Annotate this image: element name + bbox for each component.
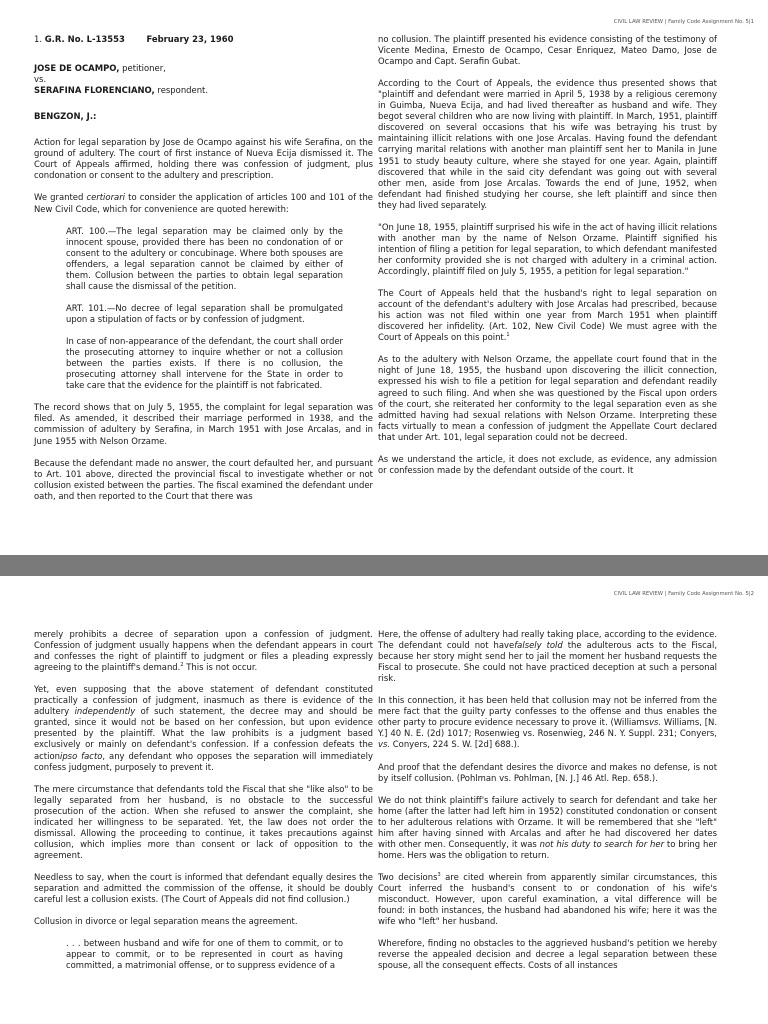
italic-text: not his duty to search for her — [539, 838, 665, 849]
respondent-line — [34, 85, 373, 96]
text-run: to bring her home. Hers was the obligation to return. — [378, 838, 717, 860]
ponente: BENGZON, J.: — [34, 111, 97, 122]
page-2-right-column — [378, 629, 717, 983]
paragraph — [34, 629, 373, 673]
petitioner-role: petitioner, — [119, 63, 166, 74]
paragraph — [34, 192, 373, 214]
paragraph — [378, 795, 717, 861]
text-run: to consider the application of articles 100 and 101 of the New Civil Code, which for convenience are quoted herewith: — [34, 192, 373, 214]
italic-text: vs. — [378, 739, 391, 750]
paragraph — [34, 684, 373, 772]
text-run: We granted — [34, 192, 87, 203]
paragraph: As we understand the article, it does not exclude, as evidence, any admission or confession made by the defendant outside of the court. It — [378, 453, 717, 475]
case-item-number: 1. — [34, 34, 43, 44]
paragraph: Collusion in divorce or legal separation means the agreement. — [34, 916, 298, 927]
quoted-article-101-cont: In case of non-appearance of the defendant, the court shall order the prosecuting attorney to inquire whether or not a collusion between the parties exists. If there is no collusion, the prosecuting attorney shall intervene for the State in order to take care that the evidence for the plaintiff is not fabricated. — [66, 336, 343, 391]
petitioner-line — [34, 63, 373, 74]
text-run: merely prohibits a decree of separation upon a confession of judgment. Confession of judgment usually happens when the defendant appears in court and confesses the right of plaintiff to judgment or files a pleading expressly agreeing to the plaintiff's demand. — [34, 629, 373, 673]
paragraph — [378, 288, 717, 343]
quoted-article-100: ART. 100.—The legal separation may be claimed only by the innocent spouse, provided there has been no condonation of or consent to the adultery or concubinage. Where both spouses are offenders, a legal separation cannot be claimed by either of them. Collusion between the parties to obtain legal separation shall cause the dismissal of the petition. — [66, 225, 343, 291]
quoted-article-101: ART. 101.—No decree of legal separation shall be promulgated upon a stipulation of facts or by confession of judgment. — [66, 302, 343, 324]
respondent-name: SERAFINA FLORENCIANO, — [34, 85, 155, 96]
footnote-ref[interactable]: 3 — [437, 872, 441, 879]
versus: vs. — [34, 74, 47, 85]
text-run: Here, the offense of adultery had really taking place, according to the evidence. The defendant could not have — [378, 629, 717, 651]
text-run: are cited wherein from apparently similar circumstances, this Court inferred the husband's consent to or condonation of his wife's misconduct. However, upon careful examination, a vital difference will be found: in both instances, the husband had abandoned his wife; here it was the wife who "left" her husband. — [378, 872, 717, 927]
page-gap — [0, 555, 768, 576]
page-1-left-column — [34, 34, 373, 513]
text-run: The Court of Appeals held that the husband's right to legal separation on account of the defendant's adultery with Jose Arcalas had prescribed, because his action was not filed within one year from March 1951 when plaintiff discovered her infidelity. (Art. 102, New Civil Code) We must agree with the Court of Appeals on this point. — [378, 288, 717, 343]
text-run: , any defendant who opposes the separation will immediately confess judgment, purposely to prevent it. — [34, 750, 373, 772]
petitioner-name: JOSE DE OCAMPO, — [34, 63, 120, 74]
italic-text: certiorari — [86, 192, 126, 203]
document-page-2 — [0, 576, 768, 1024]
text-run: Two decisions — [378, 872, 438, 883]
case-number-line — [34, 34, 373, 45]
gr-number: G.R. No. L-13553 — [44, 34, 125, 44]
paragraph: As to the adultery with Nelson Orzame, the appellate court found that in the night of June 18, 1955, the husband upon discovering the illicit connection, expressed his wish to file a petition for legal separation and defendant readily agreed to such filing. And when she was questioned by the Fiscal upon orders of the court, she reiterated her conformity to the legal separation even as she admitted having had sexual relations with Nelson Orzame. Interpreting these facts virtually to mean a confession of judgment the Appellate Court declared that under Art. 101, legal separation could not be decreed. — [378, 354, 717, 442]
footnote-ref[interactable]: 1 — [506, 332, 510, 339]
text-run: This is not occur. — [183, 662, 258, 673]
page-header: CIVIL LAW REVIEW | Family Code Assignment No. 5|2 — [613, 591, 754, 597]
text-run: the adulterous acts to the Fiscal, because her story might send her to jail the moment her husband requests the Fiscal to prosecute. She could not have practiced deception at such a personal risk. — [378, 640, 718, 684]
paragraph — [378, 629, 717, 684]
text-run: of such statement, the decree may and should be granted, since it would not be based on her confession, but upon evidence presented by the plaintiff. What the law prohibits is a judgment based exclusively or mainly on defendant's confession. If a confession defeats the action — [34, 706, 374, 761]
paragraph: Wherefore, finding no obstacles to the aggrieved husband's petition we hereby reverse the appealed decision and decree a legal separation between these spouse, all the consequent effects. Costs of all instances — [378, 938, 717, 971]
paragraph: The record shows that on July 5, 1955, the complaint for legal separation was filed. As amended, it described their marriage performed in 1938, and the commission of adultery by Serafina, in March 1951 with Jose Arcalas, and in June 1955 with Nelson Orzame. — [34, 402, 373, 446]
paragraph: "On June 18, 1955, plaintiff surprised his wife in the act of having illicit relations with another man by the name of Nelson Orzame. Plaintiff signified his intention of filing a petition for legal separation, to which defendant manifested her conformity provided she is not charged with adultery in a criminal action. Accordingly, plaintiff filed on July 5, 1955, a petition for legal separation." — [378, 221, 717, 276]
text-run: Conyers, 224 S. W. [2d] 688.). — [390, 739, 520, 750]
paragraph: Action for legal separation by Jose de Ocampo against his wife Serafina, on the ground of adultery. The court of first instance of Nueva Ecija dismissed it. The Court of Appeals affirmed, holding there was confession of judgment, plus condonation or consent to the adultery and prescription. — [34, 137, 373, 181]
respondent-role: respondent. — [154, 85, 209, 96]
paragraph — [378, 695, 717, 750]
italic-text: falsely told — [514, 640, 563, 651]
paragraph: no collusion. The plaintiff presented his evidence consisting of the testimony of Vicente Medina, Ernesto de Ocampo, Cesar Enriquez, Mateo Damo, Jose de Ocampo and Capt. Serafin Gubat. — [378, 34, 717, 67]
italic-text: ipso facto — [59, 750, 103, 761]
text-run: Williams, [N. Y.] 40 N. E. (2d) 1017; Rosenwieg vs. Rosenwieg, 246 N. Y. Suppl. 231; Conyers, — [378, 717, 718, 739]
italic-text: vs. — [649, 717, 662, 728]
paragraph: Because the defendant made no answer, the court defaulted her, and pursuant to Art. 101 above, directed the provincial fiscal to investigate whether or not collusion existed between the parties. The fiscal examined the defendant under oath, and then reported to the Court that there was — [34, 457, 373, 501]
page-2-left-column — [34, 629, 373, 983]
paragraph: And proof that the defendant desires the divorce and makes no defense, is not by itself collusion. (Pohlman vs. Pohlman, [N. J.] 46 Atl. Rep. 658.). — [378, 761, 717, 783]
text-run: We do not think plaintiff's failure actively to search for defendant and take her home (after the latter had left him in 1952) constituted condonation or consent to her adulterous relations with Orzame. It will be remembered that she "left" him after having sinned with Arcalas and after he had discovered her dates with other men. Consequently, it was — [378, 794, 717, 849]
paragraph — [378, 872, 717, 927]
quoted-definition: . . . between husband and wife for one of them to commit, or to appear to commit, or to be represented in court as having committed, a matrimonial offense, or to suppress evidence of a — [66, 938, 343, 971]
paragraph: Needless to say, when the court is informed that defendant equally desires the separation and admitted the commission of the offense, it should be doubly careful lest a collusion exists. (The Court of Appeals did not find collusion.) — [34, 872, 373, 905]
page-header: CIVIL LAW REVIEW | Family Code Assignment No. 5|1 — [613, 19, 754, 25]
paragraph: According to the Court of Appeals, the evidence thus presented shows that "plaintiff and defendant were married in April 5, 1938 by a religious ceremony in Guimba, Nueva Ecija, and had lived thereafter as husband and wife. They begot several children who are now living with plaintiff. In March, 1951, plaintiff discovered on several occasions that his wife was betraying his trust by maintaining illicit relations with one Jose Arcalas. Having found the defendant carrying marital relations with another man plaintiff sent her to Manila in June 1951 to study beauty culture, where she stayed for one year. Again, plaintiff discovered that while in the said city defendant was going out with several other men, aside from Jose Arcalas. Towards the end of June, 1952, when defendant had finished studying her course, she left plaintiff and since then they had lived separately. — [378, 78, 717, 210]
footnote-ref[interactable]: 2 — [180, 662, 184, 669]
text-run: Yet, even supposing that the above statement of defendant constituted practically a confession of judgment, inasmuch as there is evidence of the adultery — [34, 684, 373, 717]
case-date: February 23, 1960 — [146, 34, 234, 44]
paragraph: The mere circumstance that defendants told the Fiscal that she "like also" to be legally separated from her husband, is no obstacle to the successful prosecution of the action. When she refused to answer the complaint, she indicated her willingness to be separated. Yet, the law does not order the dismissal. Allowing the proceeding to continue, it takes precautions against collusion, which implies more than consent or lack of opposition to the agreement. — [34, 783, 373, 860]
italic-text: independently — [74, 706, 136, 717]
text-run: In this connection, it has been held that collusion may not be inferred from the mere fact that the guilty party confesses to the offense and thus enables the other party to procure evidence necessary to prove it. (Williams — [378, 695, 717, 728]
page-1-right-column — [378, 34, 717, 487]
